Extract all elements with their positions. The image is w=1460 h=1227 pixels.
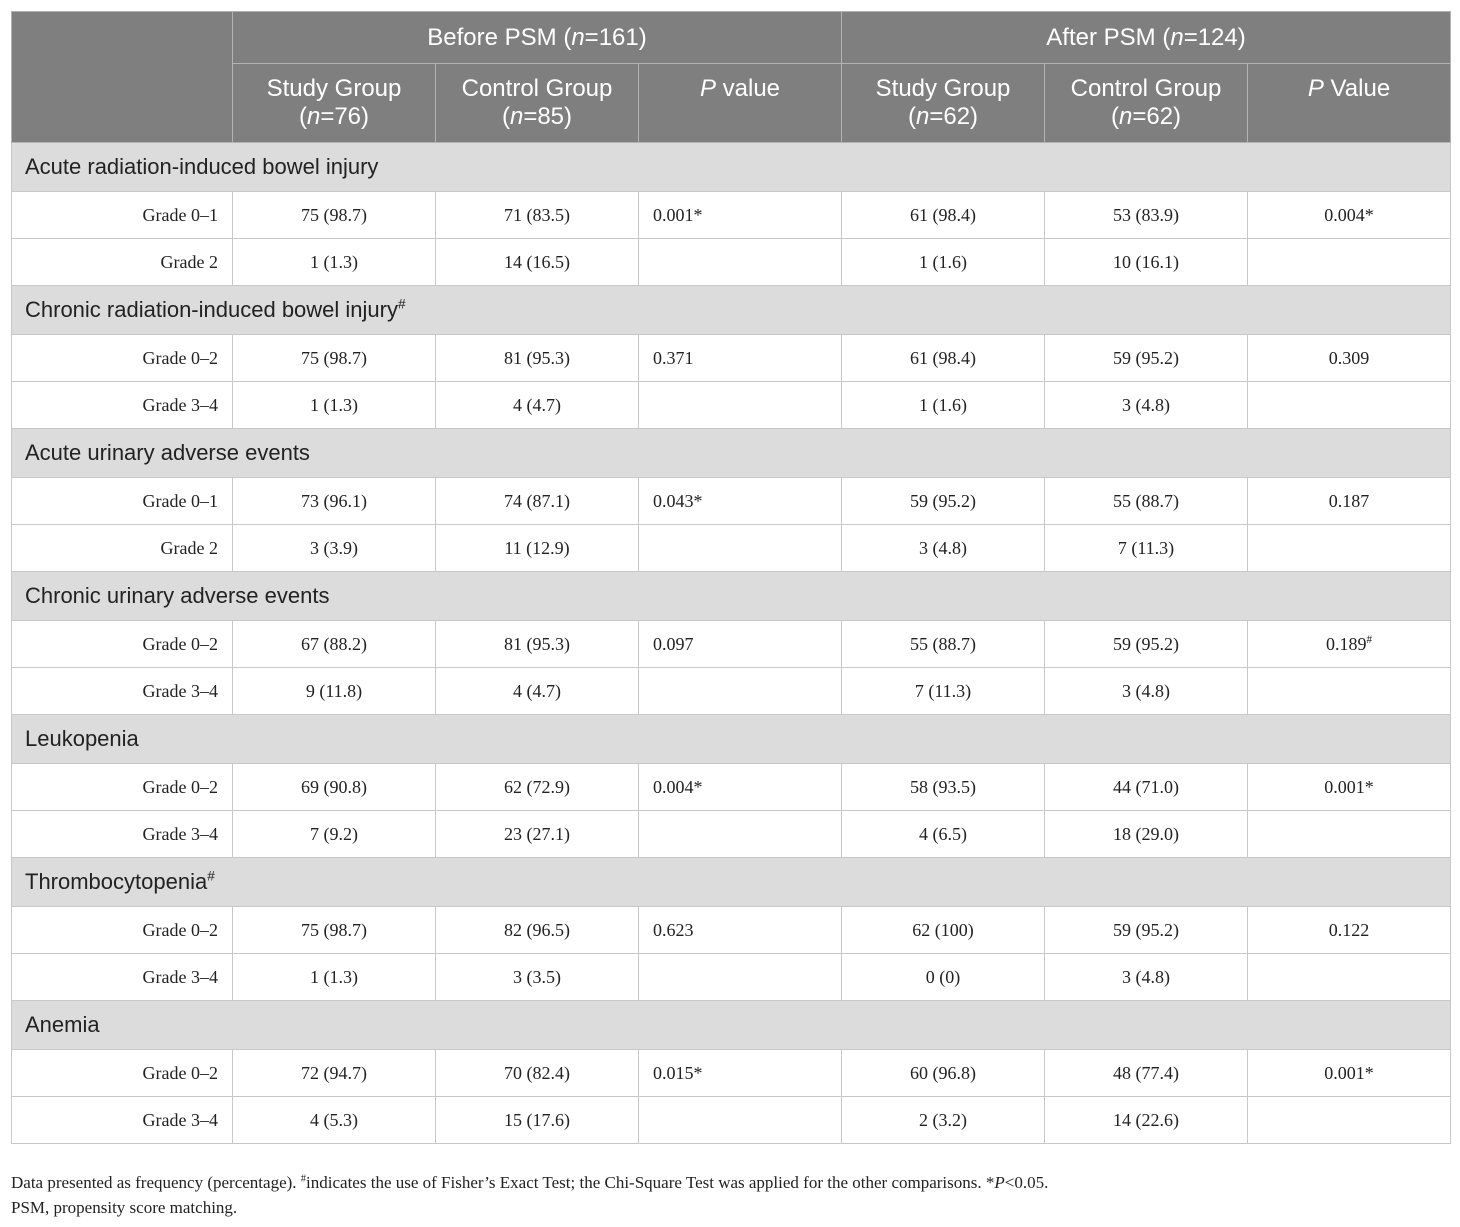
section-header-row xyxy=(12,143,1451,192)
after-p-cell xyxy=(1248,1097,1451,1144)
section-title: Thrombocytopenia xyxy=(25,869,208,894)
before-control-cell: 82 (96.5) xyxy=(436,907,639,954)
after-p-cell xyxy=(1248,764,1451,811)
section-title: Acute urinary adverse events xyxy=(25,440,310,465)
after-study-cell: 59 (95.2) xyxy=(842,478,1045,525)
table-body xyxy=(12,143,1451,1144)
after-study-cell: 4 (6.5) xyxy=(842,811,1045,858)
after-p-cell xyxy=(1248,954,1451,1001)
footnote-text-b: indicates the use of Fisher’s Exact Test; the Chi-Square Test was applied for the other comparisons. * xyxy=(306,1173,995,1192)
table-row xyxy=(12,668,1451,715)
footnote-line-1 xyxy=(11,1170,1449,1195)
after-control-cell: 44 (71.0) xyxy=(1045,764,1248,811)
section-header-row xyxy=(12,715,1451,764)
after-p-cell xyxy=(1248,1050,1451,1097)
before-control-cell: 15 (17.6) xyxy=(436,1097,639,1144)
after-study-cell: 1 (1.6) xyxy=(842,382,1045,429)
col-title: Study Group xyxy=(266,75,402,102)
grade-cell: Grade 3–4 xyxy=(12,811,233,858)
after-control-cell: 59 (95.2) xyxy=(1045,907,1248,954)
after-p-cell xyxy=(1248,382,1451,429)
col-title: Control Group xyxy=(1070,75,1222,102)
after-study-cell: 61 (98.4) xyxy=(842,192,1045,239)
col-n-value: =85 xyxy=(523,103,565,130)
after-p-value: 0.122 xyxy=(1328,919,1370,940)
before-control-cell: 71 (83.5) xyxy=(436,192,639,239)
before-control-cell: 4 (4.7) xyxy=(436,382,639,429)
before-label: Before PSM ( xyxy=(427,23,572,51)
after-p-mark: # xyxy=(1366,633,1373,646)
p-label-rest: Value xyxy=(1323,75,1391,102)
after-p-cell xyxy=(1248,668,1451,715)
before-control-cell: 70 (82.4) xyxy=(436,1050,639,1097)
after-control-cell: 59 (95.2) xyxy=(1045,621,1248,668)
before-study-cell: 3 (3.9) xyxy=(233,525,436,572)
col-title: Study Group xyxy=(875,75,1011,102)
before-control-cell: 14 (16.5) xyxy=(436,239,639,286)
before-study-cell: 7 (9.2) xyxy=(233,811,436,858)
after-p-value: 0.004* xyxy=(1324,204,1374,225)
after-p-value: 0.187 xyxy=(1328,490,1370,511)
p-label-rest: value xyxy=(715,75,781,102)
section-title-cell xyxy=(12,143,1451,192)
section-title: Chronic urinary adverse events xyxy=(25,583,330,608)
grade-cell: Grade 0–2 xyxy=(12,764,233,811)
after-study-cell: 1 (1.6) xyxy=(842,239,1045,286)
before-n-value: =161) xyxy=(584,23,647,51)
before-study-cell: 9 (11.8) xyxy=(233,668,436,715)
after-control-cell: 3 (4.8) xyxy=(1045,668,1248,715)
before-n-label: n xyxy=(571,23,585,51)
header-after-study: Study Group (n=62) xyxy=(842,64,1045,143)
table-row xyxy=(12,478,1451,525)
table-row xyxy=(12,1050,1451,1097)
header-after-psm xyxy=(842,12,1451,64)
table-row xyxy=(12,764,1451,811)
grade-cell: Grade 3–4 xyxy=(12,382,233,429)
header-after-control: Control Group (n=62) xyxy=(1045,64,1248,143)
after-control-cell: 14 (22.6) xyxy=(1045,1097,1248,1144)
table-row xyxy=(12,239,1451,286)
after-study-cell: 55 (88.7) xyxy=(842,621,1045,668)
before-study-cell: 4 (5.3) xyxy=(233,1097,436,1144)
col-n-label: n xyxy=(1118,103,1133,130)
header-before-psm xyxy=(233,12,842,64)
table-row xyxy=(12,1097,1451,1144)
section-header-row xyxy=(12,572,1451,621)
section-title-cell xyxy=(12,858,1451,907)
before-p-cell: 0.001* xyxy=(639,192,842,239)
before-p-cell: 0.043* xyxy=(639,478,842,525)
grade-cell: Grade 0–2 xyxy=(12,335,233,382)
before-p-cell: 0.004* xyxy=(639,764,842,811)
p-label: P xyxy=(1307,75,1324,102)
grade-cell: Grade 0–2 xyxy=(12,1050,233,1097)
footnote-hash-mark: # xyxy=(300,1173,307,1185)
before-control-cell: 4 (4.7) xyxy=(436,668,639,715)
before-control-cell: 62 (72.9) xyxy=(436,764,639,811)
p-label: P xyxy=(699,75,716,102)
table-row xyxy=(12,525,1451,572)
after-study-cell: 7 (11.3) xyxy=(842,668,1045,715)
col-n-value: =62 xyxy=(1132,103,1174,130)
before-control-cell: 81 (95.3) xyxy=(436,335,639,382)
table-footnote xyxy=(11,1170,1449,1220)
after-control-cell: 18 (29.0) xyxy=(1045,811,1248,858)
after-study-cell: 2 (3.2) xyxy=(842,1097,1045,1144)
section-title: Acute radiation-induced bowel injury xyxy=(25,154,379,179)
before-study-cell: 1 (1.3) xyxy=(233,382,436,429)
before-p-cell: 0.015* xyxy=(639,1050,842,1097)
grade-cell: Grade 0–1 xyxy=(12,478,233,525)
after-p-cell xyxy=(1248,192,1451,239)
section-header-row xyxy=(12,429,1451,478)
grade-cell: Grade 3–4 xyxy=(12,668,233,715)
col-n-value: =62 xyxy=(929,103,971,130)
after-n-value: =124) xyxy=(1183,23,1246,51)
col-n-label: n xyxy=(509,103,524,130)
table-row xyxy=(12,382,1451,429)
before-p-cell xyxy=(639,811,842,858)
after-study-cell: 3 (4.8) xyxy=(842,525,1045,572)
after-control-cell: 48 (77.4) xyxy=(1045,1050,1248,1097)
after-study-cell: 58 (93.5) xyxy=(842,764,1045,811)
before-p-cell xyxy=(639,668,842,715)
header-before-p xyxy=(639,64,842,143)
table-row xyxy=(12,621,1451,668)
table-row xyxy=(12,954,1451,1001)
before-control-cell: 81 (95.3) xyxy=(436,621,639,668)
after-p-value: 0.001* xyxy=(1324,776,1374,797)
footnote-p-symbol: P xyxy=(994,1173,1005,1192)
header-row-groups xyxy=(12,12,1451,64)
header-after-p xyxy=(1248,64,1451,143)
before-study-cell: 75 (98.7) xyxy=(233,335,436,382)
before-control-cell: 3 (3.5) xyxy=(436,954,639,1001)
grade-cell: Grade 0–2 xyxy=(12,907,233,954)
section-title-cell xyxy=(12,286,1451,335)
before-p-cell xyxy=(639,239,842,286)
after-control-cell: 10 (16.1) xyxy=(1045,239,1248,286)
after-control-cell: 55 (88.7) xyxy=(1045,478,1248,525)
before-p-cell xyxy=(639,382,842,429)
after-study-cell: 60 (96.8) xyxy=(842,1050,1045,1097)
before-study-cell: 69 (90.8) xyxy=(233,764,436,811)
col-n-label: n xyxy=(915,103,930,130)
after-p-value: 0.001* xyxy=(1324,1062,1374,1083)
header-before-study: Study Group (n=76) xyxy=(233,64,436,143)
section-title-mark: # xyxy=(397,296,406,312)
before-study-cell: 75 (98.7) xyxy=(233,907,436,954)
col-n-label: n xyxy=(306,103,321,130)
results-table-container xyxy=(11,11,1449,1144)
grade-cell: Grade 2 xyxy=(12,239,233,286)
before-study-cell: 1 (1.3) xyxy=(233,239,436,286)
before-p-cell xyxy=(639,954,842,1001)
table-row xyxy=(12,811,1451,858)
after-n-label: n xyxy=(1170,23,1184,51)
after-p-cell xyxy=(1248,907,1451,954)
section-title: Leukopenia xyxy=(25,726,139,751)
after-study-cell: 0 (0) xyxy=(842,954,1045,1001)
section-title-cell xyxy=(12,429,1451,478)
before-control-cell: 23 (27.1) xyxy=(436,811,639,858)
after-p-cell xyxy=(1248,478,1451,525)
footnote-line-2: PSM, propensity score matching. xyxy=(11,1198,238,1217)
after-control-cell: 7 (11.3) xyxy=(1045,525,1248,572)
before-p-cell: 0.623 xyxy=(639,907,842,954)
footnote-text-c: <0.05. xyxy=(1004,1173,1049,1192)
section-title-cell xyxy=(12,572,1451,621)
section-header-row xyxy=(12,286,1451,335)
before-p-cell: 0.097 xyxy=(639,621,842,668)
table-row xyxy=(12,335,1451,382)
after-p-cell xyxy=(1248,335,1451,382)
grade-cell: Grade 3–4 xyxy=(12,1097,233,1144)
section-header-row xyxy=(12,1001,1451,1050)
before-p-cell xyxy=(639,525,842,572)
before-control-cell: 74 (87.1) xyxy=(436,478,639,525)
header-before-control: Control Group (n=85) xyxy=(436,64,639,143)
grade-cell: Grade 0–1 xyxy=(12,192,233,239)
after-label: After PSM ( xyxy=(1046,23,1171,51)
adverse-events-table xyxy=(11,11,1451,1144)
before-control-cell: 11 (12.9) xyxy=(436,525,639,572)
col-n-value: =76 xyxy=(320,103,362,130)
before-study-cell: 73 (96.1) xyxy=(233,478,436,525)
after-p-cell xyxy=(1248,525,1451,572)
after-control-cell: 3 (4.8) xyxy=(1045,954,1248,1001)
after-study-cell: 62 (100) xyxy=(842,907,1045,954)
section-title-cell xyxy=(12,715,1451,764)
before-study-cell: 67 (88.2) xyxy=(233,621,436,668)
col-title: Control Group xyxy=(461,75,613,102)
after-control-cell: 53 (83.9) xyxy=(1045,192,1248,239)
section-title-mark: # xyxy=(207,868,215,884)
section-header-row xyxy=(12,858,1451,907)
after-p-cell xyxy=(1248,811,1451,858)
before-study-cell: 72 (94.7) xyxy=(233,1050,436,1097)
before-study-cell: 1 (1.3) xyxy=(233,954,436,1001)
after-p-cell xyxy=(1248,621,1451,668)
grade-cell: Grade 0–2 xyxy=(12,621,233,668)
before-p-cell: 0.371 xyxy=(639,335,842,382)
section-title: Chronic radiation-induced bowel injury xyxy=(25,297,398,322)
after-p-value: 0.189 xyxy=(1325,633,1367,654)
after-study-cell: 61 (98.4) xyxy=(842,335,1045,382)
after-control-cell: 3 (4.8) xyxy=(1045,382,1248,429)
footnote-text-a: Data presented as frequency (percentage). xyxy=(11,1173,301,1192)
before-p-cell xyxy=(639,1097,842,1144)
table-row xyxy=(12,907,1451,954)
grade-cell: Grade 3–4 xyxy=(12,954,233,1001)
section-title-cell xyxy=(12,1001,1451,1050)
after-control-cell: 59 (95.2) xyxy=(1045,335,1248,382)
before-study-cell: 75 (98.7) xyxy=(233,192,436,239)
header-corner-cell xyxy=(12,12,233,143)
grade-cell: Grade 2 xyxy=(12,525,233,572)
table-row xyxy=(12,192,1451,239)
after-p-value: 0.309 xyxy=(1328,347,1370,368)
after-p-cell xyxy=(1248,239,1451,286)
section-title: Anemia xyxy=(25,1012,100,1037)
